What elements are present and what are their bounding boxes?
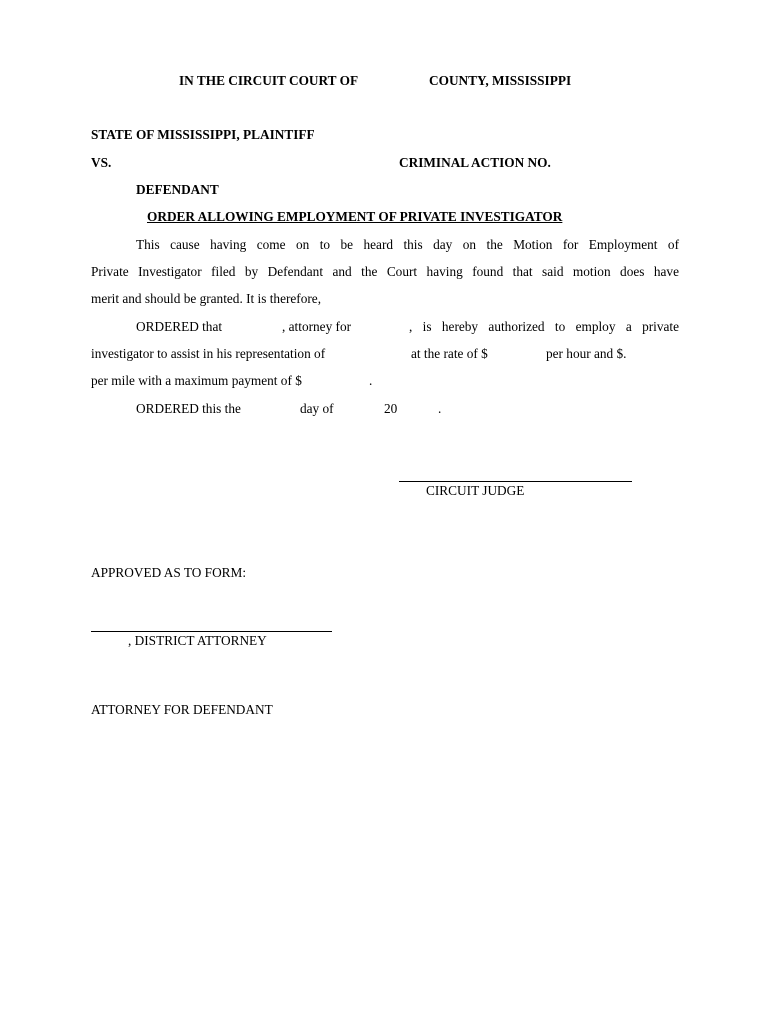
ordered-date-start: ORDERED this the bbox=[136, 401, 241, 416]
district-attorney-label: , DISTRICT ATTORNEY bbox=[128, 633, 267, 648]
criminal-action-number-label: CRIMINAL ACTION NO. bbox=[399, 155, 551, 170]
year-prefix: 20 bbox=[384, 401, 398, 416]
authorization-text: , is hereby authorized to employ a private bbox=[409, 319, 679, 334]
circuit-judge-label: CIRCUIT JUDGE bbox=[426, 483, 525, 498]
per-mile-period: . bbox=[369, 373, 373, 388]
attorney-for-text: , attorney for bbox=[282, 319, 352, 334]
per-mile-text: per mile with a maximum payment of $ bbox=[91, 373, 302, 388]
representation-text: investigator to assist in his representation of bbox=[91, 346, 326, 361]
plaintiff-caption: STATE OF MISSISSIPPI, PLAINTIFF bbox=[91, 127, 315, 142]
attorney-for-defendant-label: ATTORNEY FOR DEFENDANT bbox=[91, 702, 273, 717]
versus-label: VS. bbox=[91, 155, 112, 170]
rate-text: at the rate of $ bbox=[411, 346, 488, 361]
per-hour-text: per hour and $. bbox=[546, 346, 627, 361]
court-heading-right: COUNTY, MISSISSIPPI bbox=[429, 73, 572, 88]
ordered-clause-start: ORDERED that bbox=[136, 319, 223, 334]
day-of-text: day of bbox=[300, 401, 334, 416]
order-title: ORDER ALLOWING EMPLOYMENT OF PRIVATE INVESTIGATOR bbox=[147, 209, 563, 224]
date-period: . bbox=[438, 401, 442, 416]
district-attorney-signature-line bbox=[91, 631, 332, 632]
body-paragraph-line-3: merit and should be granted. It is therefore, bbox=[91, 291, 322, 306]
body-paragraph-line-1: This cause having come on to be heard this day on the Motion for Employment of bbox=[136, 237, 679, 252]
approved-as-to-form-label: APPROVED AS TO FORM: bbox=[91, 565, 247, 580]
defendant-caption: DEFENDANT bbox=[136, 182, 219, 197]
judge-signature-line bbox=[399, 481, 632, 482]
court-heading-left: IN THE CIRCUIT COURT OF bbox=[179, 73, 359, 88]
body-paragraph-line-2: Private Investigator filed by Defendant and the Court having found that said motion does have bbox=[91, 264, 679, 279]
